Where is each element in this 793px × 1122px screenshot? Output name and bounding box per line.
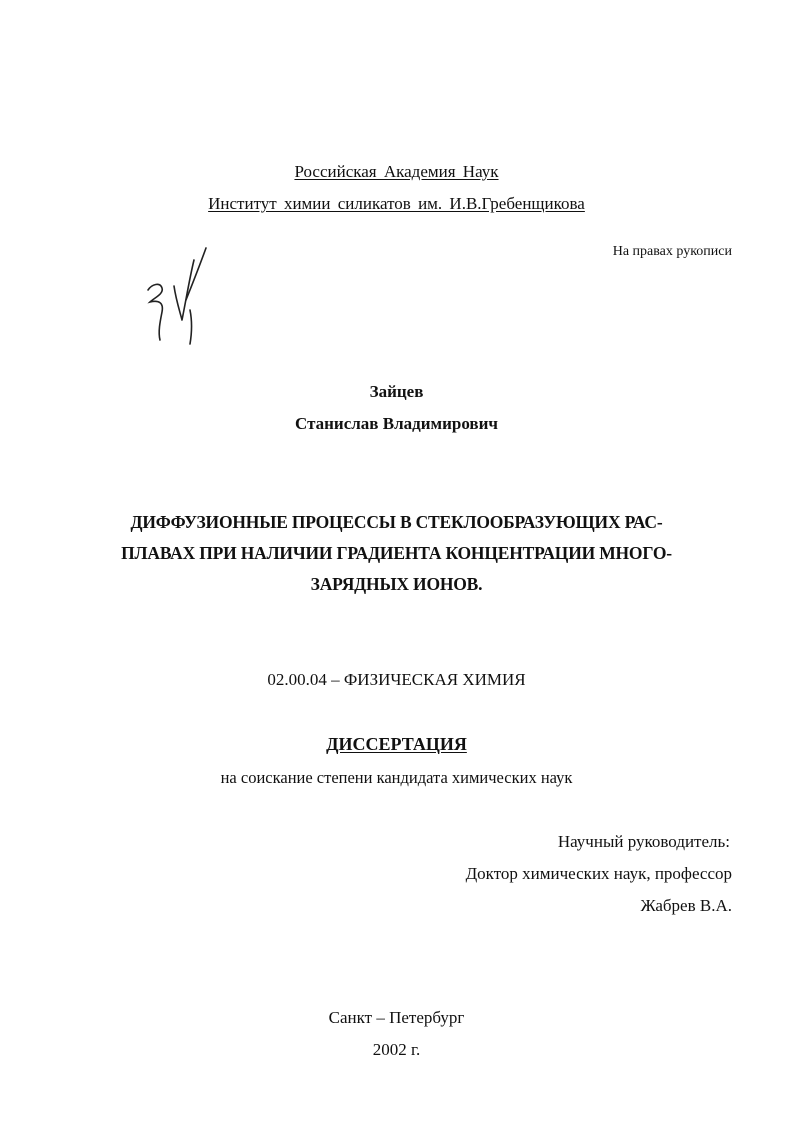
author-given-names: Станислав Владимирович	[295, 414, 498, 433]
thesis-title-line-2: ПЛАВАХ ПРИ НАЛИЧИИ ГРАДИЕНТА КОНЦЕНТРАЦИИ МНОГО-	[121, 543, 672, 563]
degree-line: на соискание степени кандидата химических наук	[220, 768, 573, 787]
specialty-code: 02.00.04 – ФИЗИЧЕСКАЯ ХИМИЯ	[267, 670, 526, 689]
thesis-title-line-3: ЗАРЯДНЫХ ИОНОВ.	[310, 574, 483, 594]
supervisor-name: Жабрев В.А.	[640, 896, 732, 915]
manuscript-note: На правах рукописи	[612, 244, 732, 259]
city: Санкт – Петербург	[328, 1008, 465, 1027]
year: 2002 г.	[372, 1040, 421, 1059]
academy-name: Российская Академия Наук	[294, 162, 499, 181]
signature-icon	[138, 240, 218, 350]
thesis-title-line-1: ДИФФУЗИОННЫЕ ПРОЦЕССЫ В СТЕКЛООБРАЗУЮЩИХ РАС-	[130, 512, 663, 532]
author-surname: Зайцев	[369, 382, 424, 401]
supervisor-label: Научный руководитель:	[557, 832, 730, 851]
supervisor-title: Доктор химических наук, профессор	[465, 864, 732, 883]
work-kind: ДИССЕРТАЦИЯ	[326, 734, 467, 754]
institute-name: Институт химии силикатов им. И.В.Гребенщикова	[208, 194, 585, 213]
